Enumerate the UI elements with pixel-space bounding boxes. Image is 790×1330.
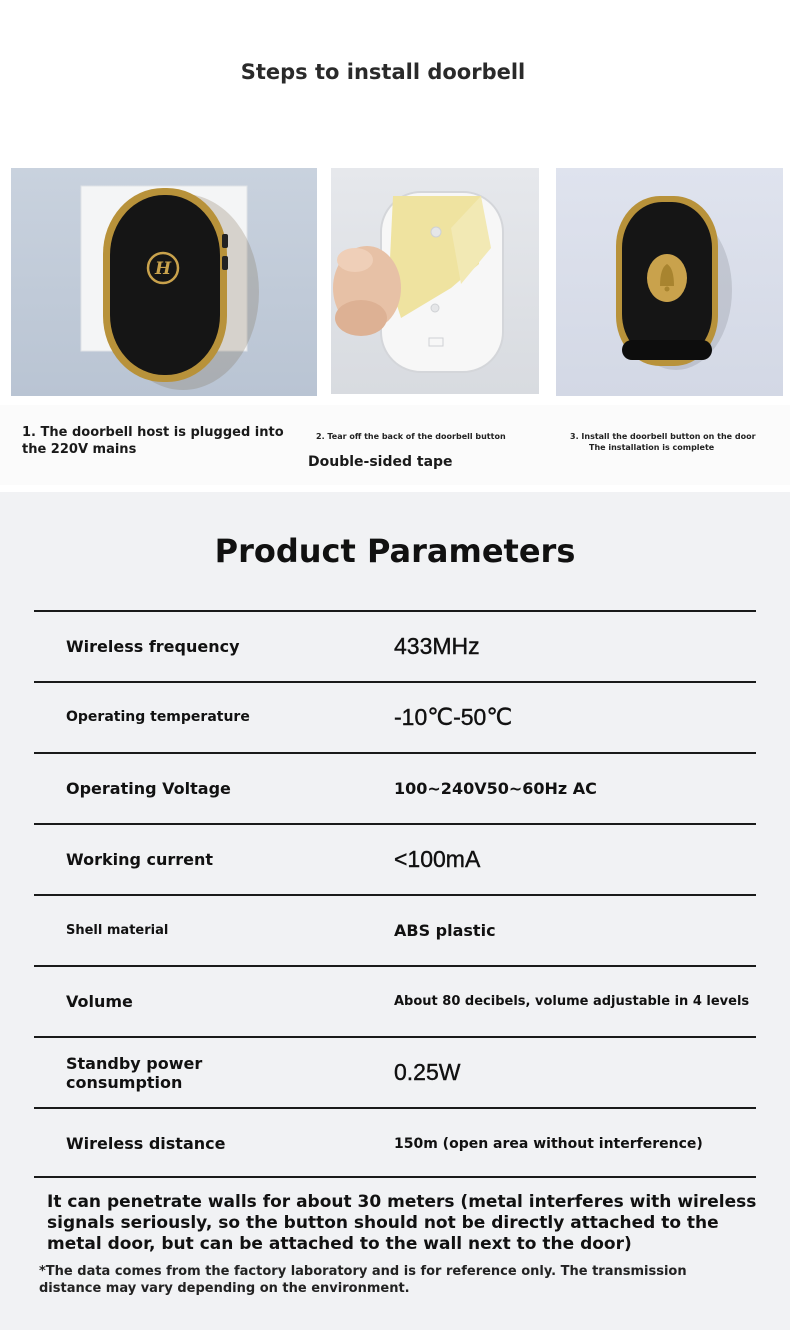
table-row	[34, 894, 756, 965]
photo-double-sided-tape	[331, 168, 539, 394]
param-label: Wireless frequency	[66, 637, 240, 656]
step-1-caption: 1. The doorbell host is plugged into the 220V mains	[22, 425, 284, 457]
param-value: 100~240V50~60Hz AC	[394, 779, 597, 798]
table-row	[34, 965, 756, 1036]
table-row	[34, 1036, 756, 1107]
wall-penetration-note: It can penetrate walls for about 30 meters (metal interferes with wireless signals seriously, so the button should not be directly attached to the metal door, but can be attached to the wall next to the door)	[47, 1192, 757, 1254]
table-row	[34, 681, 756, 752]
table-row	[34, 610, 756, 681]
param-value: 150m (open area without interference)	[394, 1135, 703, 1152]
param-value: ABS plastic	[394, 921, 496, 940]
param-value: <100mA	[394, 846, 481, 872]
install-title: Steps to install doorbell	[240, 60, 526, 84]
parameters-title: Product Parameters	[214, 532, 576, 570]
param-label: Standby power consumption	[66, 1053, 203, 1092]
step-3-label: 3. Install the doorbell button on the door	[570, 432, 756, 441]
table-row	[34, 1107, 756, 1178]
param-value: 0.25W	[394, 1059, 461, 1085]
svg-text:H: H	[154, 259, 172, 279]
param-label: Shell material	[66, 923, 169, 938]
step-2-subcaption: Double-sided tape	[308, 454, 453, 470]
photo-button-installed	[556, 168, 783, 396]
param-label: Wireless distance	[66, 1134, 226, 1153]
bell-icon	[647, 254, 687, 302]
table-row	[34, 752, 756, 823]
table-row	[34, 823, 756, 894]
parameters-table	[34, 610, 756, 1178]
param-value: -10℃-50℃	[394, 704, 513, 730]
step-3-caption	[570, 431, 785, 453]
param-value: 433MHz	[394, 633, 480, 659]
param-label: Volume	[66, 992, 133, 1011]
param-label: Working current	[66, 850, 214, 869]
param-value: About 80 decibels, volume adjustable in 4 levels	[394, 994, 750, 1009]
param-label: Operating temperature	[66, 709, 250, 725]
param-label: Operating Voltage	[66, 779, 231, 798]
step-3-subcaption: The installation is complete	[589, 443, 715, 452]
step-2-caption: 2. Tear off the back of the doorbell button	[316, 432, 506, 441]
disclaimer-footnote: *The data comes from the factory laboratory and is for reference only. The transmission distance may vary depending on the environment.	[39, 1264, 687, 1296]
photo-doorbell-host	[11, 168, 317, 396]
